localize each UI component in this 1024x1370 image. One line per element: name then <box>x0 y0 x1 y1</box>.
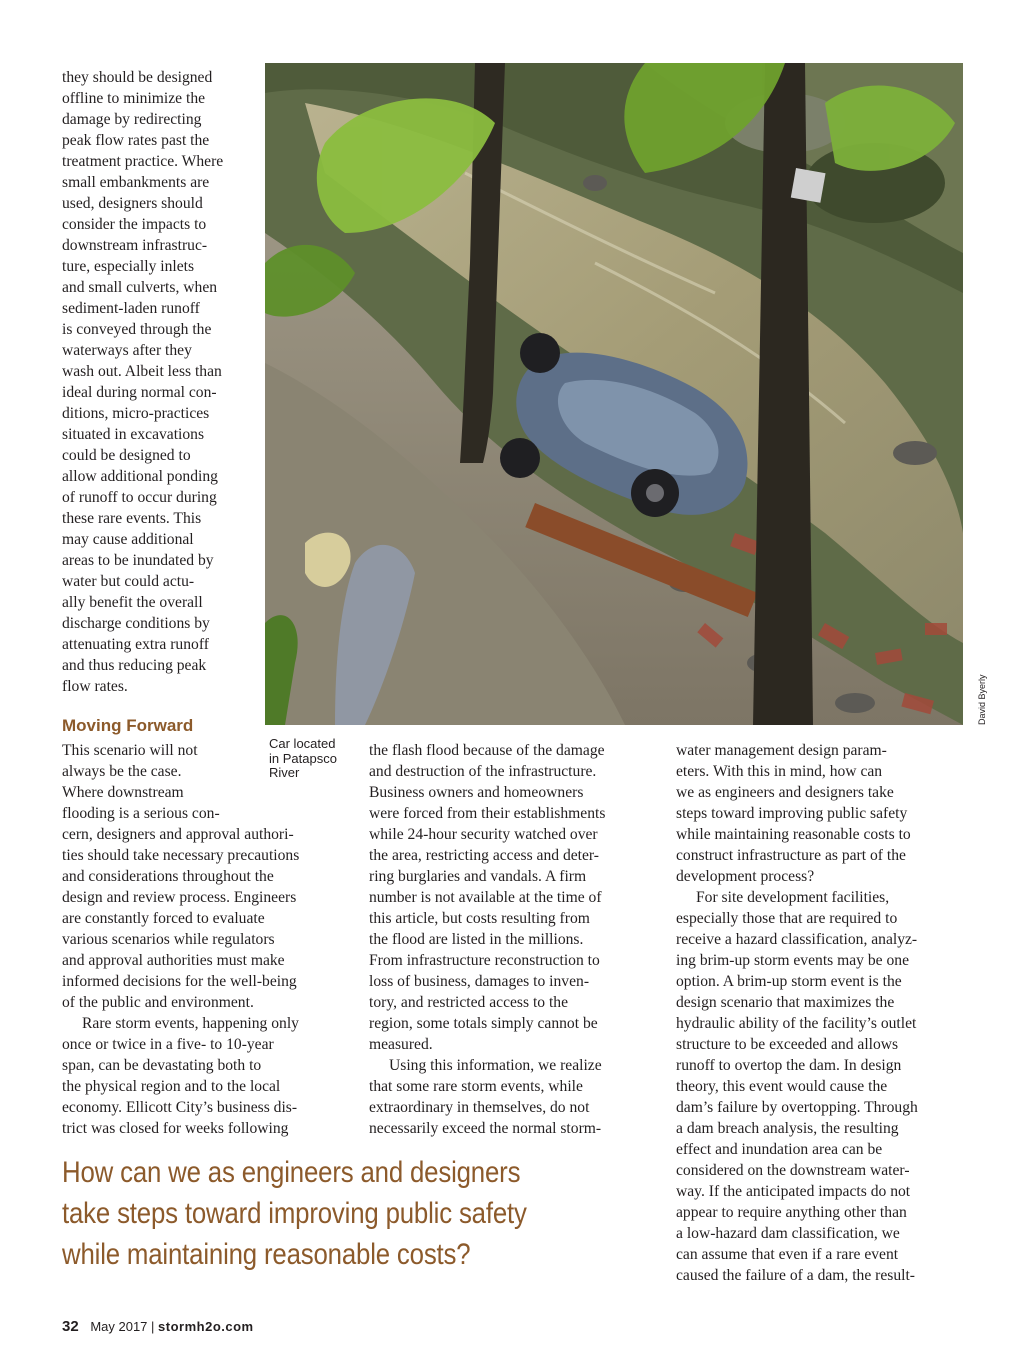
text-line: water management design param- <box>676 742 887 759</box>
page-number: 32 <box>62 1318 79 1335</box>
footer-separator: | <box>151 1319 155 1334</box>
text-line: the area, restricting access and deter- <box>369 847 600 864</box>
text-line: For site development facilities, <box>696 889 890 906</box>
text-line: they should be designed <box>62 69 213 86</box>
text-line: cern, designers and approval authori- <box>62 826 294 843</box>
text-line: From infrastructure reconstruction to <box>369 952 600 969</box>
text-line: peak flow rates past the <box>62 132 210 149</box>
text-line: construct infrastructure as part of the <box>676 847 906 864</box>
text-line: attenuating extra runoff <box>62 636 209 653</box>
text-line: of the public and environment. <box>62 994 254 1011</box>
text-line: necessarily exceed the normal storm- <box>369 1120 602 1137</box>
text-line: ture, especially inlets <box>62 258 195 275</box>
text-line: wash out. Albeit less than <box>62 363 222 380</box>
text-line: the flood are listed in the millions. <box>369 931 584 948</box>
text-line: especially those that are required to <box>676 910 898 927</box>
text-line: ring burglaries and vandals. A firm <box>369 868 587 885</box>
text-line: informed decisions for the well-being <box>62 973 297 990</box>
text-line: ditions, micro-practices <box>62 405 210 422</box>
text-line: of runoff to occur during <box>62 489 217 506</box>
caption-line: River <box>269 765 300 780</box>
text-line: consider the impacts to <box>62 216 207 233</box>
pull-quote-line: take steps toward improving public safety <box>62 1197 527 1230</box>
text-line: considered on the downstream water- <box>676 1162 910 1179</box>
pull-quote-line: while maintaining reasonable costs? <box>62 1238 471 1271</box>
text-line: ally benefit the overall <box>62 594 203 611</box>
pull-quote <box>62 1152 578 1275</box>
text-line: ideal during normal con- <box>62 384 217 401</box>
text-line: theory, this event would cause the <box>676 1078 888 1095</box>
text-line: once or twice in a five- to 10-year <box>62 1036 274 1053</box>
text-line: extraordinary in themselves, do not <box>369 1099 590 1116</box>
text-line: option. A brim-up storm event is the <box>676 973 902 990</box>
issue-date: May 2017 <box>90 1319 148 1334</box>
text-line: steps toward improving public safety <box>676 805 908 822</box>
text-line: damage by redirecting <box>62 111 202 128</box>
flood-photo-illustration <box>265 63 963 725</box>
text-line: appear to require anything other than <box>676 1204 907 1221</box>
text-line: hydraulic ability of the facility’s outlet <box>676 1015 917 1032</box>
text-line: Rare storm events, happening only <box>82 1015 299 1032</box>
pull-quote-line: How can we as engineers and designers <box>62 1156 521 1189</box>
text-line: measured. <box>369 1036 433 1053</box>
text-line: a low-hazard dam classification, we <box>676 1225 900 1242</box>
text-line: number is not available at the time of <box>369 889 602 906</box>
text-line: dam’s failure by overtopping. Through <box>676 1099 918 1116</box>
text-line: used, designers should <box>62 195 203 212</box>
text-line: and thus reducing peak <box>62 657 207 674</box>
text-line: areas to be inundated by <box>62 552 214 569</box>
text-line: span, can be devastating both to <box>62 1057 262 1074</box>
text-line: discharge conditions by <box>62 615 210 632</box>
text-line: region, some totals simply cannot be <box>369 1015 598 1032</box>
column-right <box>676 740 966 1286</box>
text-line: are constantly forced to evaluate <box>62 910 265 927</box>
text-line: offline to minimize the <box>62 90 206 107</box>
text-line: allow additional ponding <box>62 468 218 485</box>
text-line: effect and inundation area can be <box>676 1141 883 1158</box>
text-line: structure to be exceeded and allows <box>676 1036 899 1053</box>
text-line: treatment practice. Where <box>62 153 224 170</box>
text-line: Business owners and homeowners <box>369 784 584 801</box>
text-line: design and review process. Engineers <box>62 889 297 906</box>
text-line: economy. Ellicott City’s business dis- <box>62 1099 298 1116</box>
text-line: while maintaining reasonable costs to <box>676 826 911 843</box>
text-line: is conveyed through the <box>62 321 212 338</box>
site-link[interactable]: stormh2o.com <box>158 1319 254 1334</box>
text-line: can assume that even if a rare event <box>676 1246 899 1263</box>
text-line: tory, and restricted access to the <box>369 994 569 1011</box>
text-line: Where downstream <box>62 784 184 801</box>
section-heading: Moving Forward <box>62 716 194 735</box>
column-left-bottom <box>62 740 352 1139</box>
text-line: way. If the anticipated impacts do not <box>676 1183 911 1200</box>
text-line: runoff to overtop the dam. In design <box>676 1057 902 1074</box>
text-line: This scenario will not <box>62 742 198 759</box>
page-footer <box>62 1318 254 1335</box>
text-line: that some rare storm events, while <box>369 1078 583 1095</box>
photo-credit: David Byerly <box>977 674 987 725</box>
text-line: and small culverts, when <box>62 279 218 296</box>
text-line: and approval authorities must make <box>62 952 285 969</box>
text-line: sediment-laden runoff <box>62 300 200 317</box>
text-line: could be designed to <box>62 447 191 464</box>
caption-line: Car located <box>269 736 336 751</box>
text-line: a dam breach analysis, the resulting <box>676 1120 899 1137</box>
flood-photo <box>265 63 963 725</box>
column-middle <box>369 740 659 1139</box>
text-line: these rare events. This <box>62 510 202 527</box>
text-line: always be the case. <box>62 763 182 780</box>
text-line: may cause additional <box>62 531 194 548</box>
text-line: development process? <box>676 868 815 885</box>
text-line: while 24-hour security watched over <box>369 826 598 843</box>
text-line: waterways after they <box>62 342 192 359</box>
text-line: receive a hazard classification, analyz- <box>676 931 918 948</box>
text-line: design scenario that maximizes the <box>676 994 895 1011</box>
text-line: situated in excavations <box>62 426 205 443</box>
text-line: eters. With this in mind, how can <box>676 763 883 780</box>
text-line: caused the failure of a dam, the result- <box>676 1267 916 1284</box>
text-line: this article, but costs resulting from <box>369 910 590 927</box>
text-line: various scenarios while regulators <box>62 931 275 948</box>
text-line: water but could actu- <box>62 573 195 590</box>
text-line: the physical region and to the local <box>62 1078 281 1095</box>
text-line: were forced from their establishments <box>369 805 606 822</box>
text-line: the flash flood because of the damage <box>369 742 605 759</box>
text-line: small embankments are <box>62 174 210 191</box>
text-line: trict was closed for weeks following <box>62 1120 289 1137</box>
text-line: loss of business, damages to inven- <box>369 973 590 990</box>
text-line: ing brim-up storm events may be one <box>676 952 909 969</box>
text-line: ties should take necessary precautions <box>62 847 300 864</box>
text-line: Using this information, we realize <box>389 1057 602 1074</box>
text-line: we as engineers and designers take <box>676 784 894 801</box>
text-line: and considerations throughout the <box>62 868 274 885</box>
text-line: flow rates. <box>62 678 128 695</box>
text-line: and destruction of the infrastructure. <box>369 763 597 780</box>
text-line: flooding is a serious con- <box>62 805 220 822</box>
caption-line: in Patapsco <box>269 750 337 766</box>
text-line: downstream infrastruc- <box>62 237 208 254</box>
column-left-top <box>62 67 262 697</box>
